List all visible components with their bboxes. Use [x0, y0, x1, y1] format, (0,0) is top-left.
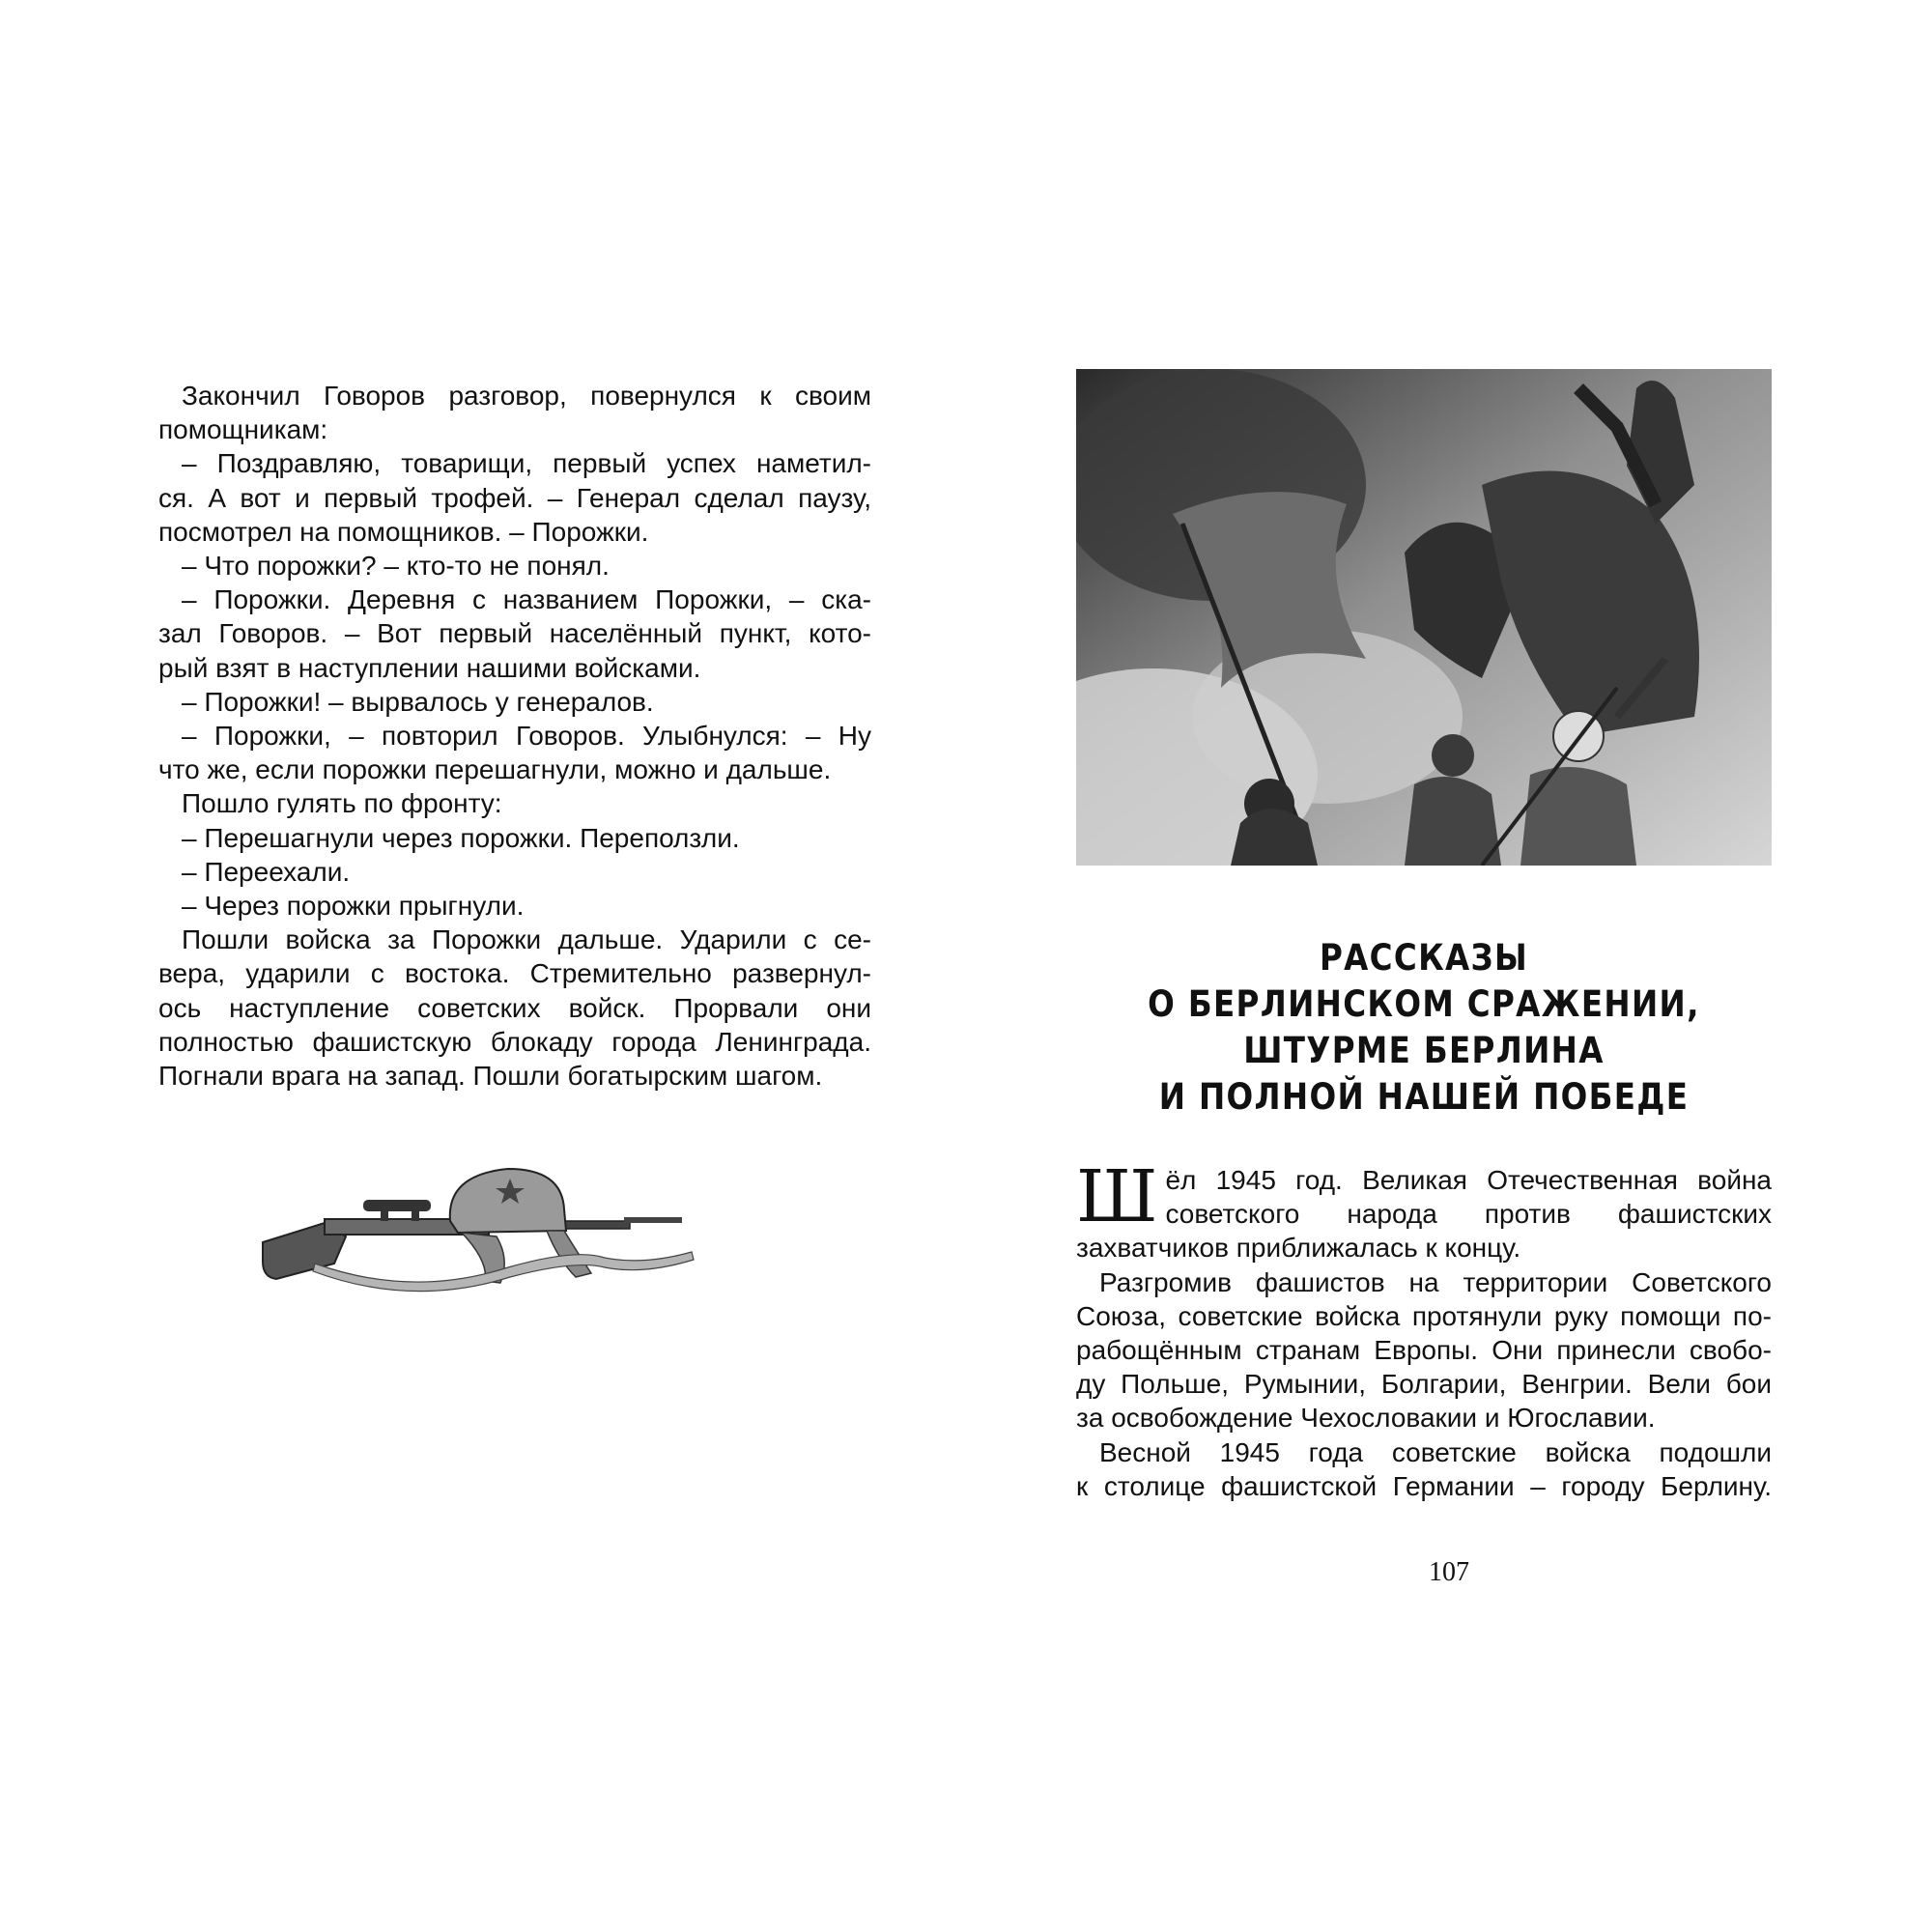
text-line: посмотрел на помощников. – Порожки.: [158, 516, 649, 547]
rifle-and-hat-ornament: [257, 1153, 701, 1298]
battle-illustration-drawing: [1076, 369, 1772, 866]
text-line: ось наступление советских войск. Прорвали они: [158, 992, 871, 1023]
first-paragraph-text: ёл 1945 год. Великая Отечественная война советского народа против фашистских захватчиков приближалась к концу.: [1076, 1165, 1772, 1264]
text-line: ся. А вот и первый трофей. – Генерал сделал паузу,: [158, 482, 871, 513]
text-line: рый взят в наступлении нашими войсками.: [158, 652, 701, 683]
text-line: ду Польше, Румынии, Болгарии, Венгрии. Вели бои: [1076, 1369, 1772, 1400]
text-line: Погнали врага на запад. Пошли богатырским шагом.: [158, 1061, 823, 1092]
text-line: – Через порожки прыгнули.: [182, 891, 525, 922]
text-line: Пошли войска за Порожки дальше. Ударили с се-: [182, 924, 871, 955]
text-line: Закончил Говоров разговор, повернулся к своим: [182, 381, 871, 411]
left-page-text: [158, 379, 871, 1093]
text-line: что же, если порожки перешагнули, можно и дальше.: [158, 754, 832, 785]
text-line: зал Говоров. – Вот первый населённый пункт, кото-: [158, 618, 871, 649]
text-line: Весной 1945 года советские войска подошли: [1099, 1436, 1772, 1467]
text-line: – Переехали.: [182, 856, 351, 887]
first-paragraph: [1076, 1155, 1772, 1265]
text-line: помощникам:: [158, 414, 328, 445]
right-page-text: [1076, 1155, 1772, 1503]
text-line: – Перешагнули через порожки. Переползли.: [182, 822, 740, 853]
text-line: вера, ударили с востока. Стремительно развернул-: [158, 958, 871, 989]
text-line: к столице фашистской Германии – городу Берлину.: [1076, 1470, 1772, 1501]
text-line: Союза, советские войска протянули руку помощи по-: [1076, 1300, 1772, 1331]
page-number: 107: [1429, 1557, 1469, 1587]
text-line: – Порожки! – вырвалось у генералов.: [182, 686, 654, 717]
dropcap-letter: Ш: [1076, 1155, 1158, 1238]
chapter-title-line: О БЕРЛИНСКОМ СРАЖЕНИИ,: [1148, 983, 1700, 1025]
text-line: Пошло гулять по фронту:: [182, 788, 502, 819]
battle-illustration: [1076, 369, 1772, 866]
chapter-title-line: И ПОЛНОЙ НАШЕЙ ПОБЕДЕ: [1158, 1076, 1690, 1118]
chapter-title-line: ШТУРМЕ БЕРЛИНА: [1243, 1030, 1605, 1071]
text-line: – Порожки, – повторил Говоров. Улыбнулся: – Ну: [182, 721, 871, 752]
text-line: рабощённым странам Европы. Они принесли свобо-: [1076, 1335, 1772, 1366]
text-line: – Порожки. Деревня с названием Порожки, – ска-: [182, 584, 871, 615]
text-line: Разгромив фашистов на территории Советского: [1099, 1266, 1772, 1297]
text-line: – Поздравляю, товарищи, первый успех наметил-: [182, 448, 871, 479]
chapter-title: [1118, 935, 1730, 1121]
text-line: полностью фашистскую блокаду города Ленинграда.: [158, 1026, 871, 1057]
chapter-title-line: РАССКАЗЫ: [1319, 937, 1529, 979]
text-line: за освобождение Чехословакии и Югославии.: [1076, 1403, 1656, 1434]
text-line: – Что порожки? – кто-то не понял.: [182, 551, 610, 582]
